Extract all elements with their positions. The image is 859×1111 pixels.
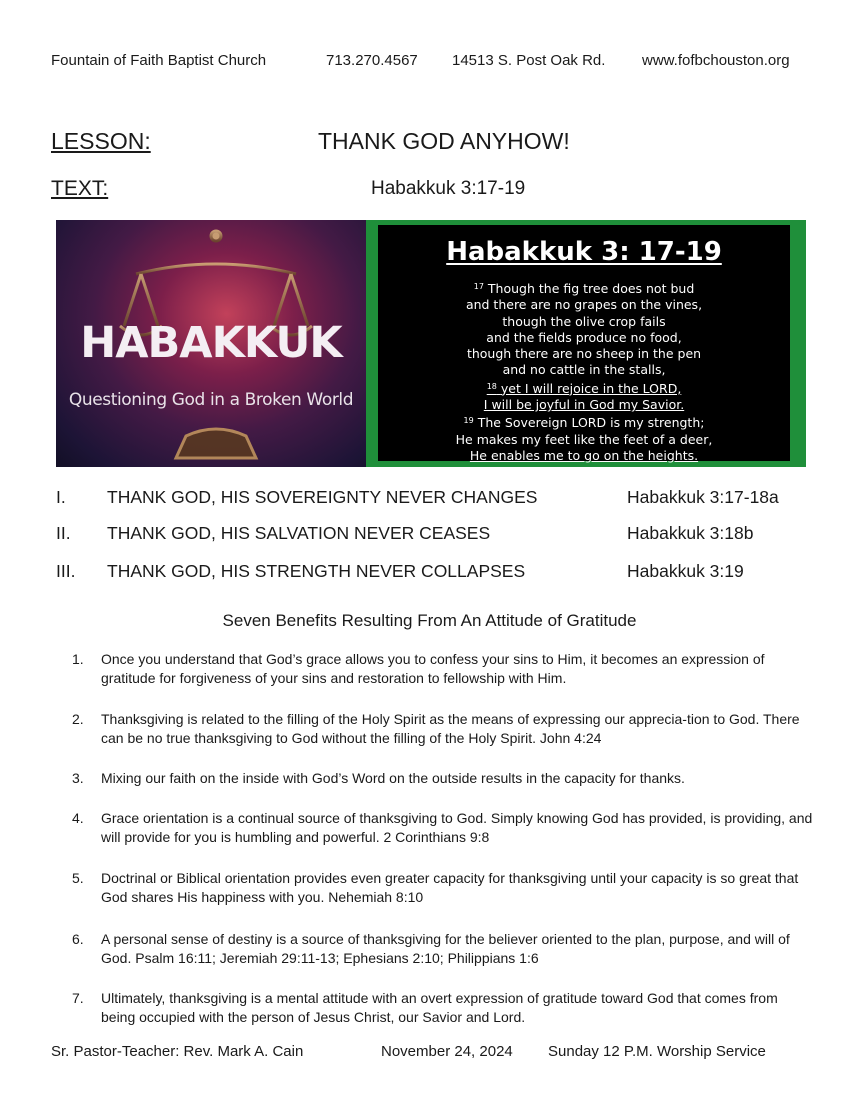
benefit-text: A personal sense of destiny is a source of thanksgiving for the believer oriented to the plan, purpose, and will of God. Psalm 16:11; Jeremiah 29:11-13; Ephesians 2:10; Philippians 1:6 [101, 931, 790, 966]
verse-line: $^{19}$ The Sovereign LORD is my strength; [463, 415, 705, 431]
verse-line: He enables me to go on the heights. [469, 447, 699, 463]
benefit-text: Once you understand that God’s grace allows you to confess your sins to Him, it becomes an expression of gratitude for forgiveness of your sins and restoration to fellowship with Him. [101, 651, 765, 686]
benefit-number: 6. [72, 931, 84, 947]
verse-number: 18 [486, 381, 497, 391]
habakkuk-title: HABAKKUK [80, 318, 342, 368]
verse-line: He makes my feet like the feet of a deer, [455, 431, 713, 447]
verse-panel [366, 220, 806, 467]
habakkuk-subtitle: Questioning God in a Broken World [68, 390, 354, 410]
verse-line: $^{18}$ yet I will rejoice in the LORD, [486, 380, 682, 396]
outline-heading: THANK GOD, HIS SOVEREIGNTY NEVER CHANGES [107, 487, 538, 507]
verse-line: and there are no grapes on the vines, [465, 297, 703, 313]
service-time: Sunday 12 P.M. Worship Service [548, 1043, 766, 1060]
church-header [51, 52, 811, 72]
benefit-text: Mixing our faith on the inside with God’s Word on the outside results in the capacity for thanks. [101, 770, 685, 786]
benefit-number: 2. [72, 711, 84, 727]
benefit-text: Ultimately, thanksgiving is a mental attitude with an overt expression of gratitude toward God that comes from being occupied with the person of Jesus Christ, our Savior and Lord. [101, 990, 778, 1025]
verse-line: though there are no sheep in the pen [466, 346, 702, 362]
church-name: Fountain of Faith Baptist Church [51, 52, 267, 69]
text-label: TEXT: [51, 177, 109, 200]
habakkuk-artwork [56, 220, 366, 467]
outline-reference: Habakkuk 3:18b [627, 523, 754, 543]
text-reference: Habakkuk 3:17-19 [371, 178, 526, 199]
verse-line: $^{17}$ Though the fig tree does not bud [473, 281, 695, 296]
church-address: 14513 S. Post Oak Rd. [452, 52, 606, 69]
page-footer [51, 1043, 811, 1063]
lesson-label: LESSON: [51, 128, 151, 154]
scripture-banner [56, 220, 806, 467]
verse-line: I will be joyful in God my Savior. [483, 397, 685, 413]
verse-number: 19 [463, 416, 474, 426]
benefit-text: Doctrinal or Biblical orientation provides even greater capacity for thanksgiving until your capacity is so great that God shares His happiness with you. Nehemiah 8:10 [101, 870, 799, 905]
verse-number: 17 [473, 282, 484, 291]
church-website: www.fofbchouston.org [642, 52, 790, 69]
outline-numeral: III. [56, 561, 76, 581]
verse-line: though the olive crop fails [502, 313, 666, 329]
lesson-title: THANK GOD ANYHOW! [318, 128, 570, 154]
benefits-title: Seven Benefits Resulting From An Attitude of Gratitude [222, 611, 637, 630]
benefit-number: 4. [72, 810, 84, 826]
benefit-text: Grace orientation is a continual source of thanksgiving to God. Simply knowing God has provided, is providing, and will provide for you is humbling and powerful. 2 Corinthians 9:8 [101, 810, 813, 845]
outline-reference: Habakkuk 3:17-18a [627, 487, 779, 507]
verse-box [378, 225, 790, 461]
outline-point [56, 487, 816, 511]
verse-text [378, 279, 790, 464]
benefit-number: 5. [72, 870, 84, 886]
verse-title: Habakkuk 3: 17-19 [446, 237, 722, 267]
outline-numeral: II. [56, 523, 71, 543]
outline-point [56, 523, 816, 547]
benefit-number: 3. [72, 770, 84, 786]
benefit-number: 1. [72, 651, 84, 667]
outline-reference: Habakkuk 3:19 [627, 561, 744, 581]
outline-heading: THANK GOD, HIS SALVATION NEVER CEASES [107, 523, 491, 543]
benefit-text: Thanksgiving is related to the filling of the Holy Spirit as the means of expressing our apprecia-tion to God. There can be no true thanksgiving to God without the filling of the Holy Spirit. John 4:24 [101, 711, 800, 746]
outline-point [56, 561, 816, 585]
service-date: November 24, 2024 [381, 1043, 513, 1060]
pastor-name: Sr. Pastor-Teacher: Rev. Mark A. Cain [51, 1043, 304, 1060]
verse-line: and the fields produce no food, [486, 329, 682, 345]
outline-numeral: I. [56, 487, 66, 507]
outline-heading: THANK GOD, HIS STRENGTH NEVER COLLAPSES [107, 561, 526, 581]
verse-line: and no cattle in the stalls, [502, 362, 666, 378]
benefit-number: 7. [72, 990, 84, 1006]
church-phone: 713.270.4567 [326, 52, 418, 69]
